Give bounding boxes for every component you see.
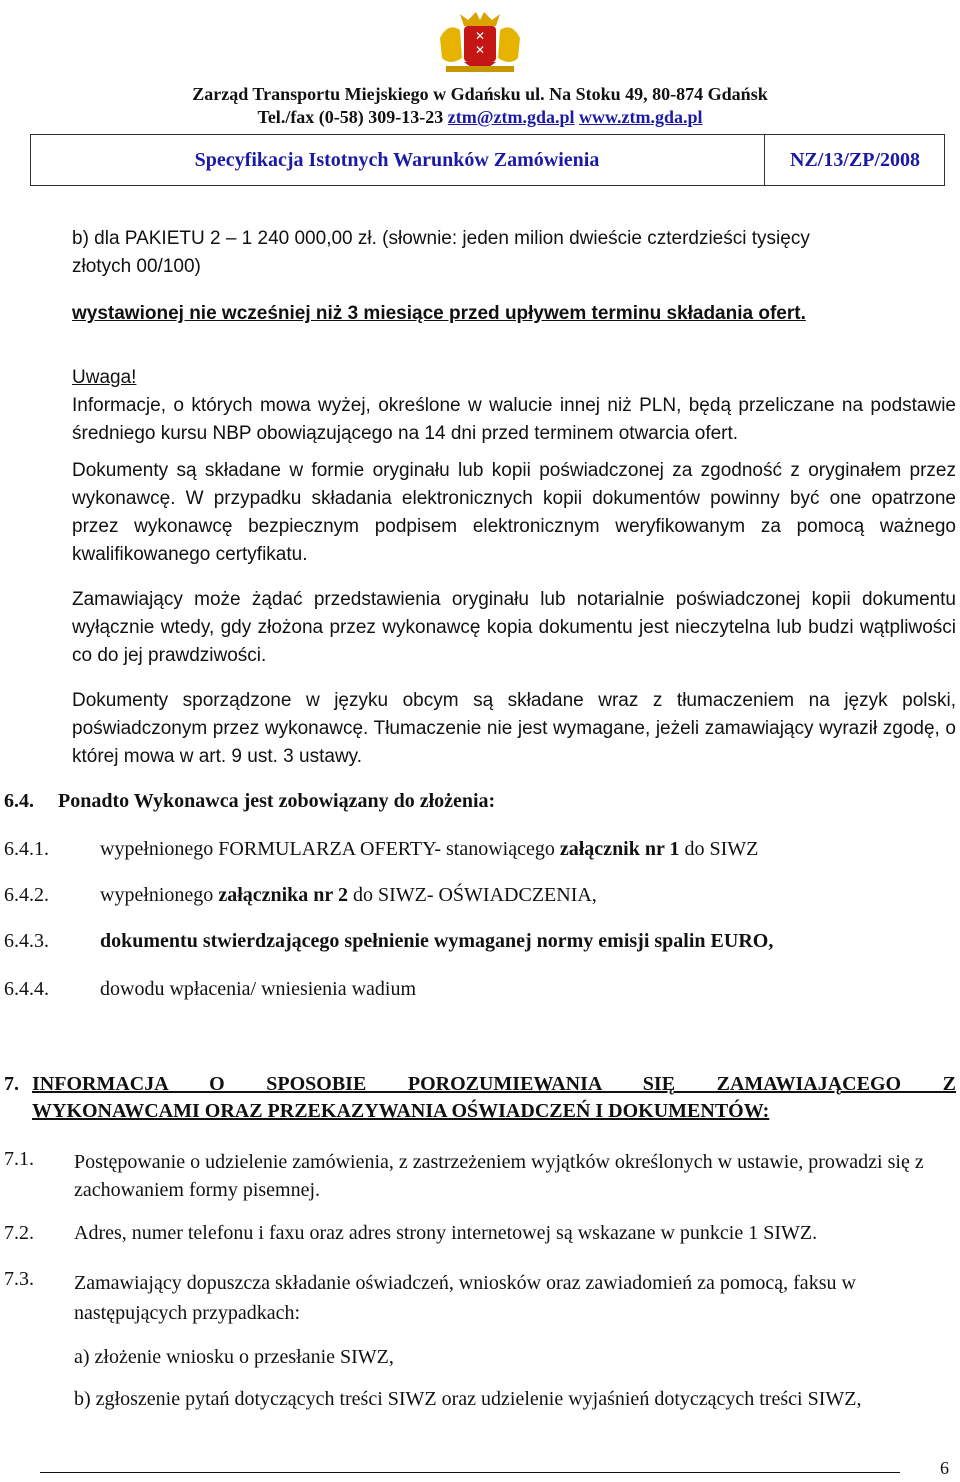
section-7-title-line-1: INFORMACJA O SPOSOBIE POROZUMIEWANIA SIĘ ZAMAWIAJĄCEGO Z (32, 1073, 956, 1095)
item-bold-text: załącznika nr 2 (218, 884, 348, 906)
item-6-4-1 (100, 838, 950, 861)
item-6-4-1-number: 6.4.1. (4, 838, 49, 860)
issued-note: wystawionej nie wcześniej niż 3 miesiące przed upływem terminu składania ofert. (72, 303, 806, 324)
subitem-a: a) złożenie wniosku o przesłanie SIWZ, (74, 1346, 394, 1368)
svg-text:✕: ✕ (474, 43, 486, 57)
item-6-4-4 (100, 978, 950, 1001)
item-7-2-number: 7.2. (4, 1222, 34, 1244)
section-7-title-line-2: WYKONAWCAMI ORAZ PRZEKAZYWANIA OŚWIADCZEŃ I DOKUMENTÓW: (32, 1100, 770, 1122)
item-bold-text: załącznik nr 1 (559, 838, 680, 860)
subitem-b: b) zgłoszenie pytań dotyczących treści SIWZ oraz udzielenie wyjaśnień dotyczących treści SIWZ, (74, 1388, 862, 1410)
contact-line (0, 107, 960, 128)
item-7-3-number: 7.3. (4, 1268, 34, 1290)
item-7-1: Postępowanie o udzielenie zamówienia, z zastrzeżeniem wyjątków określonych w ustawie, prowadzi się z zachowaniem formy pisemnej. (74, 1151, 924, 1201)
item-text: dowodu wpłacenia/ wniesienia wadium (100, 978, 417, 1000)
item-7-1-number: 7.1. (4, 1148, 34, 1170)
item-6-4-3 (100, 930, 956, 953)
item-7-2: Adres, numer telefonu i faxu oraz adres strony internetowej są wskazane w punkcie 1 SIWZ. (74, 1222, 818, 1244)
section-7-number: 7. (4, 1073, 19, 1095)
email-link[interactable]: ztm@ztm.gda.pl (447, 107, 575, 127)
original-paragraph: Zamawiający może żądać przedstawienia oryginału lub notarialnie poświadczonej kopii dokumentu wyłącznie wtedy, gdy złożona przez wykonawcę kopia dokumentu jest nieczytelna lub budzi wątpliwości co do jej prawdziwości. (72, 589, 956, 666)
phone-fax: Tel./fax (0-58) 309-13-23 (257, 107, 444, 127)
spec-title: Specyfikacja Istotnych Warunków Zamówienia (30, 134, 765, 186)
item-text: wypełnionego (100, 884, 219, 906)
uwaga-label: Uwaga! (72, 367, 137, 388)
spec-code: NZ/13/ZP/2008 (789, 149, 920, 171)
gdansk-coat-of-arms-icon (430, 8, 530, 78)
page-number: 6 (940, 1458, 949, 1478)
item-text: wypełnionego FORMULARZA OFERTY- stanowiącego (100, 838, 560, 860)
section-6-4-number: 6.4. (4, 790, 34, 812)
item-text: do SIWZ (679, 838, 759, 860)
svg-text:✕: ✕ (474, 29, 486, 43)
item-6-4-3-number: 6.4.3. (4, 930, 49, 952)
documents-paragraph: Dokumenty są składane w formie oryginału lub kopii poświadczonej za zgodność z oryginałem przez wykonawcę. W przypadku składania elektronicznych kopii dokumentów powinny być one opatrzone przez wykonawcę bezpiecznym podpisem elektronicznym weryfikowanym za pomocą ważnego kwalifikowanego certyfikatu. (72, 460, 956, 565)
item-7-3: Zamawiający dopuszcza składanie oświadczeń, wniosków oraz zawiadomień za pomocą, faksu w następujących przypadkach: (74, 1272, 856, 1324)
item-6-4-4-number: 6.4.4. (4, 978, 49, 1000)
section-6-4-title: Ponadto Wykonawca jest zobowiązany do złożenia: (58, 790, 496, 812)
item-6-4-2-number: 6.4.2. (4, 884, 49, 906)
foreign-language-paragraph: Dokumenty sporządzone w języku obcym są składane wraz z tłumaczeniem na język polski, poświadczonym przez wykonawcę. Tłumaczenie nie jest wymagane, jeżeli zamawiający wyraził zgodę, o której mowa w art. 9 ust. 3 ustawy. (72, 690, 956, 767)
item-text: do SIWZ- OŚWIADCZENIA, (347, 884, 597, 906)
uwaga-text: Informacje, o których mowa wyżej, określone w walucie innej niż PLN, będą przeliczane na podstawie średniego kursu NBP obowiązującego na 14 dni przed terminem otwarcia ofert. (72, 395, 956, 444)
footer-rule (40, 1472, 900, 1473)
pakiet-line-2: złotych 00/100) (72, 256, 201, 277)
website-link[interactable]: www.ztm.gda.pl (579, 107, 703, 127)
organization-address: Zarząd Transportu Miejskiego w Gdańsku ul. Na Stoku 49, 80-874 Gdańsk (192, 84, 768, 104)
item-6-4-2 (100, 884, 950, 907)
pakiet-line-1: b) dla PAKIETU 2 – 1 240 000,00 zł. (słownie: jeden milion dwieście czterdzieści tysięcy (72, 228, 810, 249)
item-bold-text: dokumentu stwierdzającego spełnienie wymaganej normy emisji spalin EURO, (100, 930, 774, 952)
